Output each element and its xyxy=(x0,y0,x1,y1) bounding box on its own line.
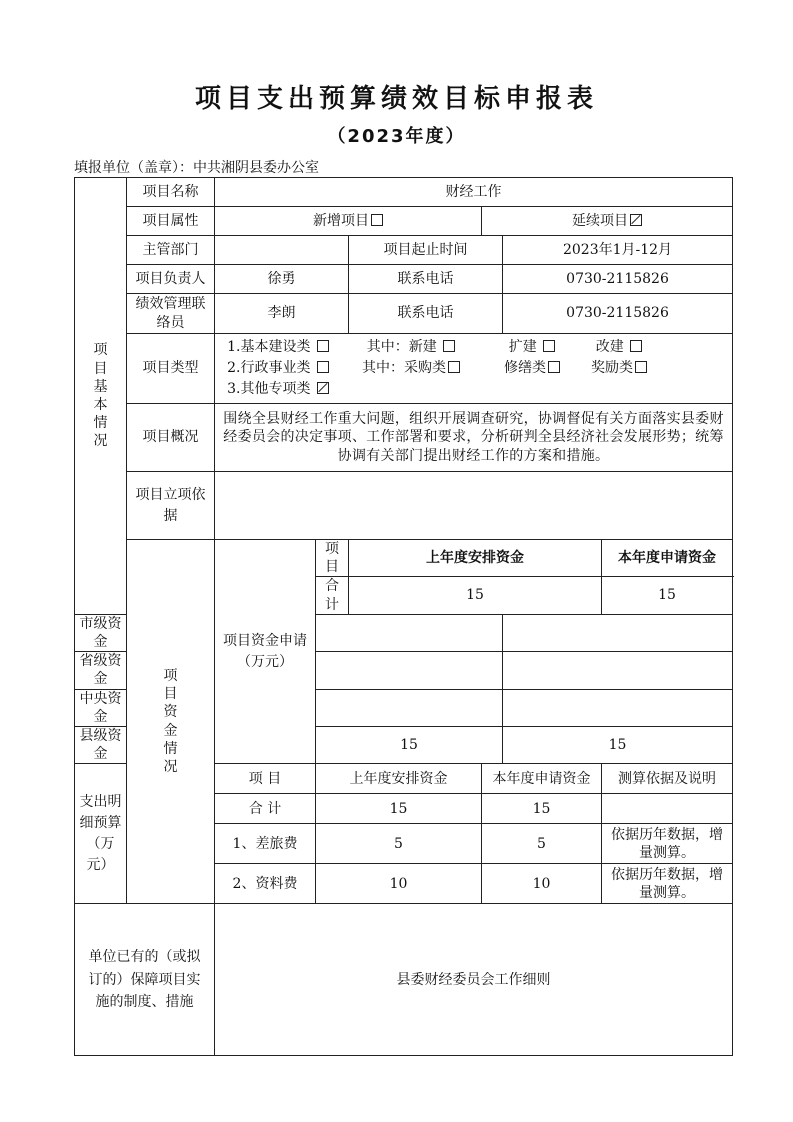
detail-col-this: 本年度申请资金 xyxy=(482,764,602,794)
funds-row-central-name: 中央资金 xyxy=(75,689,127,726)
detail-materials-last: 10 xyxy=(316,864,482,904)
funds-col-item: 项 目 xyxy=(316,540,349,577)
dept-label: 主管部门 xyxy=(127,236,215,265)
perf-phone: 0730-2115826 xyxy=(503,294,733,334)
checkbox-checked-icon xyxy=(317,382,329,394)
leader-phone: 0730-2115826 xyxy=(503,265,733,294)
funds-col-last: 上年度安排资金 xyxy=(349,540,602,577)
checkbox-unchecked-icon xyxy=(317,340,329,352)
detail-travel-last: 5 xyxy=(316,824,482,864)
leader-label: 项目负责人 xyxy=(127,265,215,294)
detail-total-this: 15 xyxy=(482,794,602,824)
detail-travel-note: 依据历年数据，增量测算。 xyxy=(602,824,733,864)
detail-materials-note: 依据历年数据，增量测算。 xyxy=(602,864,733,904)
checkbox-unchecked-icon xyxy=(630,340,642,352)
funds-row-central-last xyxy=(316,689,503,726)
attr-new-option: 新增项目 xyxy=(215,207,482,236)
detail-col-note: 测算依据及说明 xyxy=(602,764,733,794)
section-basic-label: 项目基本情况 xyxy=(75,178,127,615)
funds-row-total-last: 15 xyxy=(349,577,602,614)
leader-name: 徐勇 xyxy=(215,265,349,294)
funds-row-province-last xyxy=(316,652,503,689)
funds-row-central-this xyxy=(503,689,733,726)
detail-travel-name: 1、差旅费 xyxy=(215,824,316,864)
period-value: 2023年1月-12月 xyxy=(503,236,733,265)
detail-col-item: 项 目 xyxy=(215,764,316,794)
funds-row-city-last xyxy=(316,614,503,651)
guarantee-value: 县委财经委员会工作细则 xyxy=(215,904,733,1056)
project-attr-label: 项目属性 xyxy=(127,207,215,236)
checkbox-unchecked-icon xyxy=(317,361,329,373)
page-title: 项目支出预算绩效目标申报表 xyxy=(194,84,598,114)
section-funds-label: 项目资金情况 xyxy=(127,540,215,904)
basis-value xyxy=(215,472,733,540)
checkbox-checked-icon xyxy=(630,214,642,226)
detail-materials-this: 10 xyxy=(482,864,602,904)
detail-total-name: 合 计 xyxy=(215,794,316,824)
summary-text: 围绕全县财经工作重大问题，组织开展调查研究，协调督促有关方面落实县委财经委员会的决定事项、工作部署和要求，分析研判全县经济社会发展形势；统筹协调有关部门提出财经工作的方案和措施。 xyxy=(215,404,733,472)
checkbox-unchecked-icon xyxy=(448,361,460,373)
funds-row-city-name: 市级资金 xyxy=(75,614,127,651)
year-subtitle: （2023年度） xyxy=(327,126,466,147)
budget-form-table xyxy=(74,177,733,1056)
project-type-label: 项目类型 xyxy=(127,334,215,404)
filler-unit: 填报单位（盖章）：中共湘阴县委办公室 xyxy=(74,160,319,176)
project-name-label: 项目名称 xyxy=(127,178,215,207)
basis-label: 项目立项依据 xyxy=(127,472,215,540)
funds-row-county-this: 15 xyxy=(503,726,733,763)
funds-row-total-this: 15 xyxy=(602,577,733,614)
funds-row-province-name: 省级资金 xyxy=(75,652,127,689)
perf-phone-label: 联系电话 xyxy=(349,294,503,334)
type-row-1: 1.基本建设类 其中：新建 扩建 改建 xyxy=(219,337,728,358)
detail-col-last: 上年度安排资金 xyxy=(316,764,482,794)
funds-row-province-this xyxy=(503,652,733,689)
detail-travel-this: 5 xyxy=(482,824,602,864)
checkbox-unchecked-icon xyxy=(443,340,455,352)
summary-label: 项目概况 xyxy=(127,404,215,472)
period-label: 项目起止时间 xyxy=(349,236,503,265)
dept-value xyxy=(215,236,349,265)
detail-total-note xyxy=(602,794,733,824)
attr-continue-option: 延续项目 xyxy=(482,207,733,236)
funds-row-city-this xyxy=(503,614,733,651)
funds-col-this: 本年度申请资金 xyxy=(602,540,733,577)
funds-row-total-name: 合 计 xyxy=(316,577,349,614)
type-row-3: 3.其他专项类 xyxy=(219,379,728,400)
funds-row-county-last: 15 xyxy=(316,726,503,763)
checkbox-unchecked-icon xyxy=(543,340,555,352)
perf-contact-label: 绩效管理联络员 xyxy=(127,294,215,334)
detail-budget-label: 支出明细预算（万元） xyxy=(75,764,127,904)
type-row-2: 2.行政事业类 其中：采购类 修缮类 奖励类 xyxy=(219,358,728,379)
leader-phone-label: 联系电话 xyxy=(349,265,503,294)
guarantee-label: 单位已有的（或拟订的）保障项目实施的制度、措施 xyxy=(75,904,215,1056)
detail-total-last: 15 xyxy=(316,794,482,824)
funds-row-county-name: 县级资金 xyxy=(75,726,127,763)
project-name-value: 财经工作 xyxy=(215,178,733,207)
project-type-options xyxy=(215,334,733,404)
detail-materials-name: 2、资料费 xyxy=(215,864,316,904)
checkbox-unchecked-icon xyxy=(635,361,647,373)
checkbox-unchecked-icon xyxy=(548,361,560,373)
funds-apply-label: 项目资金申请（万元） xyxy=(215,540,316,764)
checkbox-unchecked-icon xyxy=(371,214,383,226)
perf-contact-name: 李朗 xyxy=(215,294,349,334)
